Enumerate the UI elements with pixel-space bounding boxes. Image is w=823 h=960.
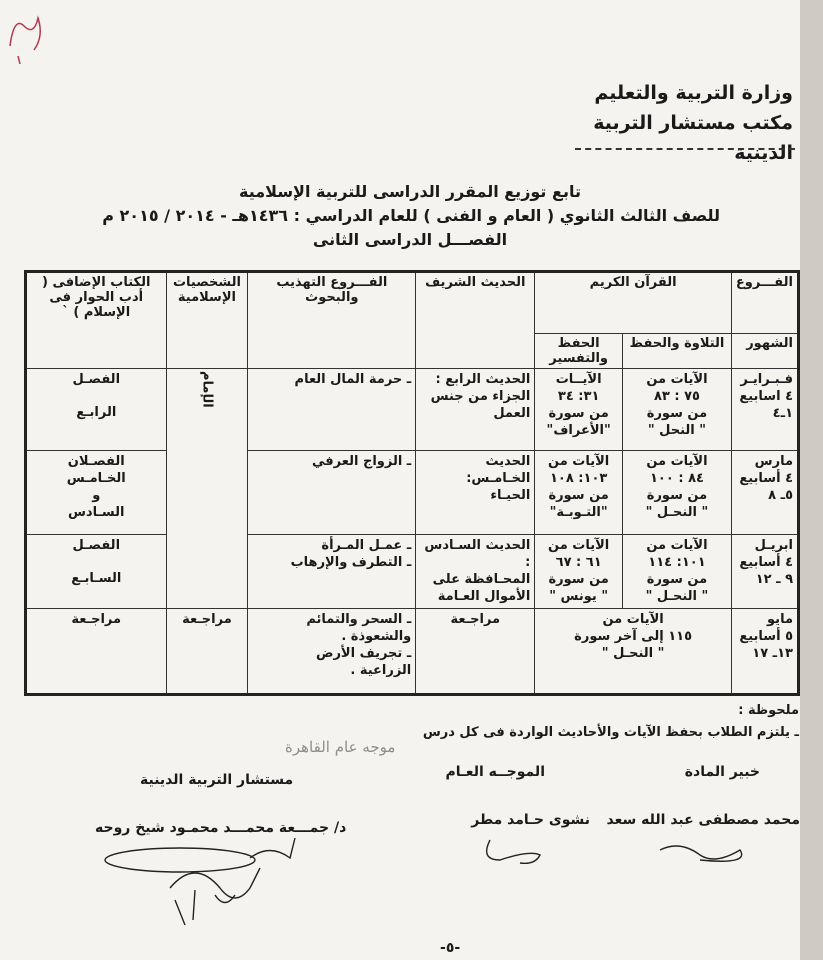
cell-recitation: الآيات من ١٠١: ١١٤ من سورة " النحـل " [623,535,732,609]
header-hadith: الحديث الشريف [416,272,535,369]
curriculum-table [24,270,800,696]
cell-memorization: الآيات من ٦١ : ٦٧ من سورة " يونس " [535,535,623,609]
supervisor-stamp: موجه عام القاهرة [285,738,396,756]
header-refinement: الفـــروع التهذيب والبحوث [248,272,416,369]
header-branches: الفـــروع [731,272,798,334]
heading-semester: الفصـــل الدراسى الثانى [312,230,508,249]
header-recitation: التلاوة والحفظ [623,334,732,369]
header-divider [575,148,795,150]
cell-personalities [166,369,248,609]
cell-month: ابريـل ٤ أسابيع ٩ ـ ١٢ [731,535,798,609]
heading-grade-year: للصف الثالث الثانوي ( العام و الفنى ) للعام الدراسي : ١٤٣٦هـ - ٢٠١٤ / ٢٠١٥ م [102,206,720,225]
cell-recitation: الآيات من ١١٥ إلى آخر سورة " النحـل " [535,609,732,695]
heading-title: تابع توزيع المقرر الدراسى للتربية الإسلامية [239,182,581,201]
handwritten-signatures [100,830,800,940]
cell-recitation: الآيات من ٨٤ : ١٠٠ من سورة " النحـل " [623,451,732,535]
cell-month: مايو ٥ أسابيع ١٣ـ ١٧ [731,609,798,695]
signer-name-3: د/ جمـــعة محمـــد محمـود شيخ روحه [95,820,347,836]
table-row [26,609,799,695]
cell-month: مارس ٤ أسابيع ٥ـ ٨ [731,451,798,535]
notes-section [99,700,799,744]
cell-refinement: ـ عمـل المـرأة ـ التطرف والإرهاب [248,535,416,609]
cell-recitation: الآيات من ٧٥ : ٨٣ من سورة " النحل " [623,369,732,451]
personalities-mark: الإمام [199,371,215,408]
header-personalities: الشخصيات الإسلامية [166,272,248,369]
subject-expert-title: خبير المادة [684,764,760,780]
cell-book: الفصـلان الخـامـس و السـادس [26,451,167,535]
general-supervisor-title: الموجــه العـام [445,764,545,780]
advisor-title: مستشار التربية الدينية [140,772,294,788]
cell-hadith: الحديث السـادس : المحـافظة على الأموال العـامة [416,535,535,609]
signer-name-2: نشوى حـامد مطر [471,812,590,828]
cell-book: الفصـل السـابـع [26,535,167,609]
notes-label: ملحوظة : [738,703,799,718]
cell-book: الفصـل الرابـع [26,369,167,451]
cell-refinement: ـ السحر والتمائم والشعوذة . ـ تجريف الأرض الزراعية . [248,609,416,695]
cell-hadith: الحديث الخـامـس: الحيـاء [416,451,535,535]
document-heading [100,180,720,252]
cell-month: فـبـرايـر ٤ اسابيع ١ـ٤ [731,369,798,451]
cell-book: مراجـعة [26,609,167,695]
ministry-header [533,78,793,168]
table-row [26,451,799,535]
cell-refinement: ـ الزواج العرفي [248,451,416,535]
cell-hadith: الحديث الرابع : الجزاء من جنس العمل [416,369,535,451]
table-row [26,369,799,451]
header-months: الشهور [731,334,798,369]
header-memorization: الحفظ والتفسير [535,334,623,369]
header-quran: القرآن الكريم [535,272,732,334]
ministry-name: وزارة التربية والتعليم [594,82,793,104]
page-number: -٥- [440,940,461,956]
office-name: مكتب مستشار التربية الدينية [593,112,793,164]
cell-personalities-review: مراجـعة [166,609,248,695]
cell-memorization: الآيات من ١٠٣: ١٠٨ من سورة "التـوبـة" [535,451,623,535]
notes-text: ـ يلتزم الطلاب بحفظ الآيات والأحاديث الواردة فى كل درس [422,725,799,740]
page-edge [800,0,823,960]
cell-hadith: مراجـعة [416,609,535,695]
signer-name-1: محمد مصطفى عبد الله سعد [606,812,800,828]
handwritten-corner-note [4,6,54,66]
header-book: الكتاب الإضافى ( أدب الحوار فى الإسلام ) ` [26,272,167,369]
cell-refinement: ـ حرمة المال العام [248,369,416,451]
table-row [26,535,799,609]
cell-memorization: الآيــات ٣١: ٣٤ من سورة "الأعراف" [535,369,623,451]
